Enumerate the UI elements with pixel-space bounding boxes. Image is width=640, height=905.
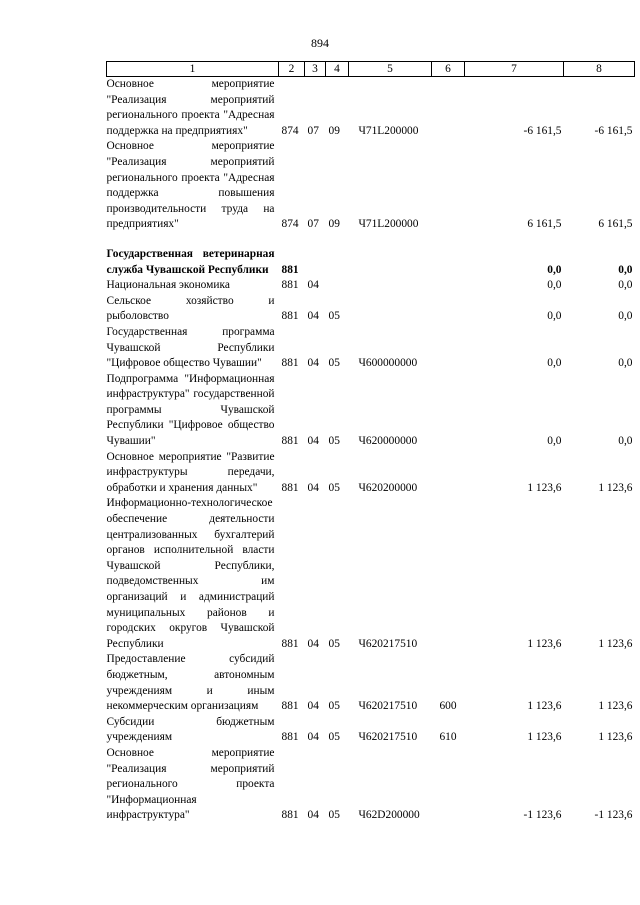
row-amount: 0,0 bbox=[547, 279, 562, 292]
row-name: Основное мероприятие "Реализация мероприятий регионального проекта "Адресная поддержка повышения производительности труда на предприятиях" bbox=[106, 140, 275, 231]
row-subsection-code: 05 bbox=[328, 731, 340, 744]
column-header: 4 bbox=[326, 62, 349, 77]
row-subsection-code: 05 bbox=[328, 310, 340, 323]
row-expense-type bbox=[432, 294, 465, 325]
row-expense-type bbox=[432, 77, 465, 140]
row-ministry-code: 874 bbox=[281, 124, 299, 137]
row-target-article bbox=[349, 247, 432, 278]
row-amount-total: -6 161,5 bbox=[594, 124, 633, 137]
row-section-code: 04 bbox=[307, 310, 319, 323]
row-subsection-code: 05 bbox=[328, 637, 340, 650]
row-amount-total: 1 123,6 bbox=[598, 481, 633, 494]
table-row bbox=[107, 77, 635, 140]
table-row bbox=[107, 715, 635, 746]
row-section-code: 04 bbox=[307, 731, 319, 744]
row-name: Основное мероприятие "Реализация мероприятий регионального проекта "Информационная инфраструктура" bbox=[106, 746, 275, 822]
row-target-article: Ч620217510 bbox=[358, 731, 418, 744]
column-header: 8 bbox=[564, 62, 635, 77]
row-name: Предоставление субсидий бюджетным, автономным учреждениям и иным некоммерческим организациям bbox=[106, 653, 275, 713]
row-section-code: 04 bbox=[307, 435, 319, 448]
row-ministry-code: 881 bbox=[281, 435, 299, 448]
row-expense-type bbox=[432, 496, 465, 652]
row-subsection-code: 05 bbox=[328, 435, 340, 448]
row-name: Государственная ветеринарная служба Чувашской Республики bbox=[106, 247, 275, 276]
row-amount-total: -1 123,6 bbox=[594, 809, 633, 822]
row-amount: 0,0 bbox=[547, 357, 562, 370]
row-name: Информационно-технологическое обеспечение деятельности централизованных бухгалтерий органов исполнительной власти Чувашской Республики, подведомственных им организаций и администраций муниципальных районов и городских округов Чувашской Республики bbox=[106, 497, 275, 650]
row-section-code: 04 bbox=[307, 700, 319, 713]
row-amount: 1 123,6 bbox=[527, 637, 562, 650]
row-expense-type bbox=[432, 139, 465, 233]
row-target-article bbox=[349, 278, 432, 294]
row-subsection-code bbox=[326, 247, 349, 278]
row-amount: -6 161,5 bbox=[523, 124, 562, 137]
column-header: 2 bbox=[279, 62, 305, 77]
row-amount: 1 123,6 bbox=[527, 700, 562, 713]
row-expense-type bbox=[432, 247, 465, 278]
row-expense-type bbox=[432, 325, 465, 372]
table-row bbox=[107, 450, 635, 497]
row-amount: 1 123,6 bbox=[527, 731, 562, 744]
row-target-article: Ч600000000 bbox=[358, 357, 418, 370]
column-header: 5 bbox=[349, 62, 432, 77]
column-header: 1 bbox=[107, 62, 279, 77]
row-ministry-code: 881 bbox=[281, 700, 299, 713]
row-ministry-code: 881 bbox=[281, 637, 299, 650]
row-name: Основное мероприятие "Реализация мероприятий регионального проекта "Адресная поддержка на предприятиях" bbox=[106, 78, 275, 137]
row-amount-total: 1 123,6 bbox=[598, 700, 633, 713]
row-section-code: 07 bbox=[307, 218, 319, 231]
table-row bbox=[107, 652, 635, 714]
row-target-article: Ч620217510 bbox=[358, 637, 418, 650]
budget-table bbox=[106, 61, 635, 824]
row-subsection-code bbox=[326, 278, 349, 294]
row-section-code: 04 bbox=[307, 279, 319, 292]
row-amount: 0,0 bbox=[547, 263, 562, 276]
row-target-article bbox=[349, 294, 432, 325]
row-amount: 6 161,5 bbox=[527, 218, 562, 231]
row-name: Государственная программа Чувашской Республики "Цифровое общество Чувашии" bbox=[106, 325, 275, 370]
row-ministry-code: 874 bbox=[281, 218, 299, 231]
row-amount-total: 1 123,6 bbox=[598, 731, 633, 744]
row-expense-type bbox=[432, 450, 465, 497]
table-spacer-row bbox=[107, 233, 635, 247]
row-amount: 0,0 bbox=[547, 435, 562, 448]
row-amount-total: 0,0 bbox=[618, 357, 633, 370]
row-ministry-code: 881 bbox=[281, 731, 299, 744]
row-amount-total: 0,0 bbox=[618, 279, 633, 292]
row-subsection-code: 09 bbox=[328, 218, 340, 231]
table-row bbox=[107, 746, 635, 824]
table-row bbox=[107, 139, 635, 233]
row-name: Субсидии бюджетным учреждениям bbox=[106, 715, 275, 744]
row-ministry-code: 881 bbox=[281, 310, 299, 323]
table-row bbox=[107, 247, 635, 278]
row-ministry-code: 881 bbox=[281, 357, 299, 370]
row-expense-type bbox=[432, 278, 465, 294]
row-target-article: Ч620200000 bbox=[358, 481, 418, 494]
page-number: 894 bbox=[311, 36, 329, 50]
row-target-article: Ч71L200000 bbox=[358, 218, 419, 231]
row-section-code bbox=[305, 247, 326, 278]
row-amount-total: 0,0 bbox=[618, 263, 633, 276]
row-target-article: Ч620000000 bbox=[358, 435, 418, 448]
column-header: 6 bbox=[432, 62, 465, 77]
table-row bbox=[107, 496, 635, 652]
row-target-article: Ч62D200000 bbox=[358, 809, 420, 822]
table-row bbox=[107, 278, 635, 294]
row-section-code: 04 bbox=[307, 809, 319, 822]
row-amount-total: 1 123,6 bbox=[598, 637, 633, 650]
row-amount: 0,0 bbox=[547, 310, 562, 323]
row-expense-type bbox=[432, 746, 465, 824]
row-amount-total: 0,0 bbox=[618, 310, 633, 323]
row-name: Сельское хозяйство и рыболовство bbox=[106, 294, 275, 323]
row-section-code: 04 bbox=[307, 357, 319, 370]
row-section-code: 04 bbox=[307, 481, 319, 494]
row-subsection-code: 05 bbox=[328, 481, 340, 494]
row-target-article: Ч71L200000 bbox=[358, 124, 419, 137]
table-row bbox=[107, 294, 635, 325]
row-target-article: Ч620217510 bbox=[358, 700, 418, 713]
row-amount-total: 6 161,5 bbox=[598, 218, 633, 231]
row-ministry-code: 881 bbox=[281, 481, 299, 494]
row-expense-type bbox=[432, 372, 465, 450]
row-ministry-code: 881 bbox=[281, 263, 299, 276]
row-amount: -1 123,6 bbox=[523, 809, 562, 822]
row-ministry-code: 881 bbox=[281, 279, 299, 292]
row-subsection-code: 05 bbox=[328, 357, 340, 370]
row-subsection-code: 09 bbox=[328, 124, 340, 137]
table-row bbox=[107, 372, 635, 450]
row-section-code: 07 bbox=[307, 124, 319, 137]
row-subsection-code: 05 bbox=[328, 809, 340, 822]
row-name: Основное мероприятие "Развитие инфраструктуры передачи, обработки и хранения данных" bbox=[106, 450, 275, 494]
table-header-row bbox=[107, 62, 635, 77]
row-section-code: 04 bbox=[307, 637, 319, 650]
table-row bbox=[107, 325, 635, 372]
row-amount-total: 0,0 bbox=[618, 435, 633, 448]
row-subsection-code: 05 bbox=[328, 700, 340, 713]
row-name: Национальная экономика bbox=[106, 279, 230, 292]
row-ministry-code: 881 bbox=[281, 809, 299, 822]
column-header: 7 bbox=[465, 62, 564, 77]
row-expense-type: 610 bbox=[439, 731, 457, 744]
row-amount: 1 123,6 bbox=[527, 481, 562, 494]
row-expense-type: 600 bbox=[439, 700, 457, 713]
column-header: 3 bbox=[305, 62, 326, 77]
row-name: Подпрограмма "Информационная инфраструктура" государственной программы Чувашской Республики "Цифровое общество Чувашии" bbox=[106, 372, 275, 448]
